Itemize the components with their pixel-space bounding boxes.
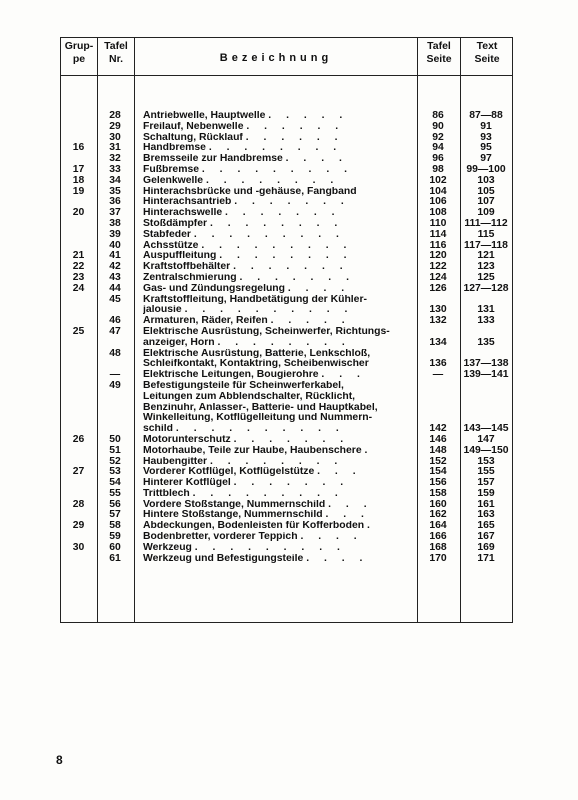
- table-row: [0, 381, 578, 392]
- tafel-seite-cell: 114: [429, 228, 447, 240]
- tafel-seite-cell: 90: [432, 120, 444, 132]
- tafel-seite-cell: 160: [429, 498, 447, 510]
- leader-dots: . . . . . . .: [239, 272, 355, 283]
- tafel-nr-cell: 32: [109, 153, 121, 165]
- description-text: Freilauf, Nebenwelle: [143, 121, 244, 132]
- text-seite-cell: 147: [477, 433, 495, 445]
- gruppe-cell: 17: [72, 163, 85, 175]
- leader-dots: . . .: [321, 370, 366, 381]
- description-cell: [143, 489, 415, 500]
- leader-dots: . . . . . . . . .: [194, 542, 346, 553]
- text-seite-cell: 111—112: [464, 217, 508, 229]
- description-cell: [143, 500, 415, 511]
- table-row: [0, 230, 578, 241]
- tafel-nr-cell: 30: [109, 131, 121, 143]
- leader-dots: . . .: [328, 499, 373, 510]
- tafel-nr-cell: 46: [109, 315, 121, 327]
- text-seite-cell: 121: [477, 250, 495, 262]
- description-cell: [143, 424, 415, 435]
- leader-dots: . . . . . . .: [234, 197, 350, 208]
- description-text: Hinterachswelle: [143, 208, 223, 219]
- description-cell: [143, 478, 415, 489]
- leader-dots: . . . . . . . . . .: [175, 424, 345, 435]
- tafel-nr-cell: 28: [109, 110, 121, 121]
- table-row: [0, 316, 578, 327]
- header-tafel-seite: Tafel Seite: [426, 40, 452, 65]
- tafel-nr-cell: 48: [109, 347, 121, 359]
- description-cell: [143, 154, 415, 165]
- description-cell: [143, 111, 415, 122]
- description-cell: [143, 262, 415, 273]
- text-seite-cell: 97: [480, 153, 492, 165]
- text-seite-cell: 91: [480, 120, 492, 132]
- leader-dots: . . . . . . . . .: [201, 240, 353, 251]
- tafel-nr-cell: 39: [109, 228, 121, 240]
- tafel-seite-cell: 108: [429, 207, 447, 219]
- gruppe-cell: 30: [72, 541, 85, 553]
- description-cell: [143, 143, 415, 154]
- description-text: Kraftstoffbehälter: [143, 262, 231, 273]
- text-seite-cell: 123: [477, 261, 495, 273]
- table-row: [0, 392, 578, 403]
- gruppe-cell: 21: [72, 250, 85, 262]
- header-gruppe: Grup- pe: [64, 40, 94, 65]
- leader-dots: . . . .: [306, 553, 369, 564]
- description-text: Auspuffleitung: [143, 251, 217, 262]
- gruppe-cell: 26: [72, 433, 85, 445]
- tafel-seite-cell: 130: [429, 304, 447, 316]
- text-seite-cell: 103: [477, 174, 495, 186]
- text-seite-cell: 107: [477, 196, 495, 208]
- text-seite-cell: 149—150: [463, 444, 509, 456]
- text-seite-cell: 137—138: [463, 358, 509, 370]
- description-cell: [143, 327, 415, 338]
- gruppe-cell: 23: [72, 271, 85, 283]
- text-seite-cell: 169: [477, 541, 495, 553]
- gruppe-cell: 16: [72, 142, 85, 154]
- gruppe-cell: 28: [72, 498, 85, 510]
- description-text: schild: [143, 424, 174, 435]
- tafel-nr-cell: 49: [109, 379, 121, 391]
- tafel-seite-cell: 122: [429, 261, 447, 273]
- leader-dots: . . . . . . . . . .: [184, 305, 354, 316]
- text-seite-cell: 163: [477, 509, 495, 521]
- text-seite-cell: 99—100: [466, 163, 506, 175]
- header-bezeichnung: Bezeichnung: [219, 52, 333, 64]
- text-seite-cell: 155: [477, 466, 495, 478]
- leader-dots: . . . . . . . . .: [192, 488, 344, 499]
- tafel-nr-cell: 42: [109, 261, 121, 273]
- tafel-seite-cell: 142: [429, 423, 447, 435]
- text-seite-cell: 131: [477, 304, 495, 316]
- table-row: [0, 446, 578, 457]
- tafel-seite-cell: 106: [429, 196, 447, 208]
- tafel-nr-cell: 52: [109, 455, 121, 467]
- tafel-seite-cell: 132: [429, 315, 447, 327]
- description-cell: [143, 532, 415, 543]
- leader-dots: . . . . . . . .: [209, 456, 344, 467]
- text-seite-cell: 171: [477, 552, 495, 564]
- leader-dots: . . . . . .: [246, 121, 345, 132]
- leader-dots: . . . . . . . . .: [193, 229, 345, 240]
- table-row: [0, 122, 578, 133]
- description-text: Hinterer Kotflügel: [143, 478, 231, 489]
- text-seite-cell: 135: [477, 336, 495, 348]
- tafel-nr-cell: 44: [109, 282, 121, 294]
- leader-dots: . . . .: [300, 532, 363, 543]
- tafel-nr-cell: 51: [109, 444, 121, 456]
- leader-dots: . . . . . . . .: [208, 143, 343, 154]
- description-text: anzeiger, Horn: [143, 337, 215, 348]
- gruppe-cell: 25: [72, 325, 85, 337]
- text-seite-cell: 87—88: [469, 110, 503, 121]
- tafel-seite-cell: 126: [429, 282, 447, 294]
- text-seite-cell: 157: [477, 477, 495, 489]
- description-cell: [143, 230, 415, 241]
- gruppe-cell: 19: [72, 185, 85, 197]
- description-text: Leitungen zum Abblendschalter, Rücklicht,: [143, 391, 356, 402]
- leader-dots: . . . .: [285, 154, 348, 165]
- tafel-nr-cell: 56: [109, 498, 121, 510]
- tafel-nr-cell: 61: [109, 552, 121, 564]
- leader-dots: . . . . . . .: [233, 262, 349, 273]
- gruppe-cell: 20: [72, 207, 85, 219]
- tafel-seite-cell: 170: [429, 552, 447, 564]
- description-text: Kraftstoffleitung, Handbetätigung der Kühler-: [143, 294, 367, 305]
- text-seite-cell: 105: [477, 185, 495, 197]
- text-seite-cell: 161: [477, 498, 495, 510]
- description-text: Schaltung, Rücklauf: [143, 132, 243, 143]
- description-cell: [143, 251, 415, 262]
- tafel-nr-cell: —: [109, 369, 121, 381]
- leader-dots: . . . . . .: [245, 132, 344, 143]
- table-row: [0, 403, 578, 414]
- description-cell: [143, 521, 415, 532]
- tafel-seite-cell: 164: [429, 520, 447, 532]
- tafel-nr-cell: 36: [109, 196, 121, 208]
- tafel-nr-cell: 45: [109, 293, 121, 305]
- tafel-seite-cell: 86: [432, 110, 444, 121]
- description-text: Abdeckungen, Bodenleisten für Kofferboden: [143, 521, 365, 532]
- description-cell: [143, 413, 415, 424]
- description-text: Trittblech: [143, 488, 190, 499]
- description-cell: [143, 359, 415, 370]
- description-text: Motorunterschutz: [143, 434, 231, 445]
- description-cell: [143, 273, 415, 284]
- tafel-nr-cell: 43: [109, 271, 121, 283]
- description-cell: [143, 187, 415, 198]
- leader-dots: . . . .: [287, 283, 351, 294]
- tafel-seite-cell: 152: [429, 455, 447, 467]
- header-tafel-nr: Tafel Nr.: [104, 40, 128, 65]
- description-text: Achsstütze: [143, 240, 199, 251]
- leader-dots: . . . . . . . .: [209, 218, 344, 229]
- description-text: Gas- und Zündungsregelung: [143, 283, 285, 294]
- tafel-nr-cell: 53: [109, 466, 121, 478]
- description-text: Schleifkontakt, Kontaktring, Scheibenwischer: [143, 359, 369, 370]
- description-cell: [143, 370, 415, 381]
- description-text: Haubengitter: [143, 456, 208, 467]
- gruppe-cell: 22: [72, 261, 85, 273]
- text-seite-cell: 159: [477, 487, 495, 499]
- description-text: Elektrische Leitungen, Bougierohre: [143, 370, 319, 381]
- tafel-seite-cell: 156: [429, 477, 447, 489]
- table-body: [0, 111, 578, 564]
- description-cell: [143, 133, 415, 144]
- description-cell: [143, 543, 415, 554]
- tafel-seite-cell: 158: [429, 487, 447, 499]
- description-cell: [143, 403, 415, 414]
- tafel-nr-cell: 59: [109, 531, 121, 543]
- tafel-nr-cell: 54: [109, 477, 121, 489]
- description-cell: [143, 208, 415, 219]
- gruppe-cell: 27: [72, 466, 85, 478]
- tafel-nr-cell: 33: [109, 163, 121, 175]
- tafel-nr-cell: 29: [109, 120, 121, 132]
- description-cell: [143, 165, 415, 176]
- description-cell: [143, 457, 415, 468]
- text-seite-cell: 93: [480, 131, 492, 143]
- description-cell: [143, 446, 415, 457]
- description-text: Hinterachsantrieb: [143, 197, 232, 208]
- description-text: Bodenbretter, vorderer Teppich: [143, 532, 298, 543]
- text-seite-cell: 143—145: [463, 423, 509, 435]
- description-cell: [143, 316, 415, 327]
- description-text: Vorderer Kotflügel, Kotflügelstütze: [143, 467, 315, 478]
- description-cell: [143, 295, 415, 306]
- description-text: Werkzeug und Befestigungsteile: [143, 553, 304, 564]
- tafel-nr-cell: 35: [109, 185, 121, 197]
- tafel-seite-cell: 104: [429, 185, 447, 197]
- tafel-seite-cell: 96: [432, 153, 444, 165]
- description-text: Werkzeug: [143, 542, 192, 553]
- description-cell: [143, 349, 415, 360]
- gruppe-cell: 29: [72, 520, 85, 532]
- tafel-seite-cell: 148: [429, 444, 447, 456]
- text-seite-cell: 109: [477, 207, 495, 219]
- description-text: Gelenkwelle: [143, 175, 204, 186]
- text-seite-cell: 95: [480, 142, 492, 154]
- description-text: Zentralschmierung: [143, 272, 237, 283]
- description-text: Bremsseile zur Handbremse: [143, 154, 283, 165]
- tafel-seite-cell: 98: [432, 163, 444, 175]
- leader-dots: . . . . . . . .: [219, 251, 353, 262]
- description-text: Armaturen, Räder, Reifen: [143, 316, 268, 327]
- text-seite-cell: 127—128: [463, 282, 509, 294]
- header-text-seite: Text Seite: [474, 40, 500, 65]
- leader-dots: . . .: [317, 467, 362, 478]
- leader-dots: . . .: [325, 510, 370, 521]
- tafel-seite-cell: 116: [429, 239, 447, 251]
- text-seite-cell: 117—118: [464, 239, 508, 251]
- tafel-seite-cell: 92: [432, 131, 444, 143]
- description-cell: [143, 554, 415, 565]
- tafel-seite-cell: 146: [429, 433, 447, 445]
- tafel-seite-cell: —: [432, 369, 444, 381]
- tafel-seite-cell: 124: [429, 271, 447, 283]
- leader-dots: . . . . . . . .: [205, 175, 340, 186]
- table-row: [0, 370, 578, 381]
- description-cell: [143, 219, 415, 230]
- description-text: Fußbremse: [143, 164, 200, 175]
- text-seite-cell: 133: [477, 315, 495, 327]
- description-text: Befestigungsteile für Scheinwerferkabel,: [143, 380, 344, 391]
- table-row: [0, 338, 578, 349]
- tafel-nr-cell: 34: [109, 174, 121, 186]
- leader-dots: . . . . . . .: [225, 208, 341, 219]
- tafel-seite-cell: 120: [429, 250, 447, 262]
- page-number: 8: [56, 753, 63, 767]
- tafel-seite-cell: 94: [432, 142, 444, 154]
- leader-dots: . . . . . . . .: [217, 337, 351, 348]
- description-text: jalousie: [143, 305, 182, 316]
- table-row: [0, 554, 578, 565]
- text-seite-cell: 165: [477, 520, 495, 532]
- description-text: Stoßdämpfer: [143, 218, 208, 229]
- tafel-seite-cell: 136: [429, 358, 447, 370]
- text-seite-cell: 153: [477, 455, 495, 467]
- text-seite-cell: 125: [477, 271, 495, 283]
- tafel-nr-cell: 50: [109, 433, 121, 445]
- description-text: Benzinuhr, Anlasser-, Batterie- und Hauptkabel,: [143, 402, 378, 413]
- leader-dots: .: [367, 521, 376, 532]
- description-cell: [143, 305, 415, 316]
- tafel-nr-cell: 40: [109, 239, 121, 251]
- description-cell: [143, 392, 415, 403]
- gruppe-cell: 24: [72, 282, 85, 294]
- tafel-seite-cell: 154: [429, 466, 447, 478]
- tafel-seite-cell: 162: [429, 509, 447, 521]
- description-cell: [143, 381, 415, 392]
- tafel-nr-cell: 38: [109, 217, 121, 229]
- description-text: Hinterachsbrücke und -gehäuse, Fangband: [143, 186, 357, 197]
- tafel-nr-cell: 47: [109, 325, 121, 337]
- tafel-seite-cell: 110: [429, 217, 447, 229]
- description-cell: [143, 510, 415, 521]
- text-seite-cell: 139—141: [463, 369, 509, 381]
- description-text: Handbremse: [143, 143, 206, 154]
- gruppe-cell: 18: [72, 174, 85, 186]
- tafel-nr-cell: 41: [109, 250, 121, 262]
- leader-dots: . . . . .: [268, 111, 349, 121]
- leader-dots: . . . . . . .: [233, 434, 350, 445]
- tafel-nr-cell: 37: [109, 207, 121, 219]
- description-text: Elektrische Ausrüstung, Batterie, Lenkschloß,: [143, 348, 371, 359]
- description-text: Antriebwelle, Hauptwelle: [143, 111, 266, 121]
- tafel-nr-cell: 55: [109, 487, 121, 499]
- description-text: Hintere Stoßstange, Nummernschild: [143, 510, 323, 521]
- table-row: [0, 176, 578, 187]
- tafel-nr-cell: 60: [109, 541, 121, 553]
- description-cell: [143, 467, 415, 478]
- description-cell: [143, 284, 415, 295]
- leader-dots: .: [364, 445, 374, 456]
- description-cell: [143, 197, 415, 208]
- tafel-seite-cell: 168: [429, 541, 447, 553]
- tafel-nr-cell: 31: [109, 142, 121, 154]
- description-cell: [143, 176, 415, 187]
- description-text: Stabfeder: [143, 229, 191, 240]
- description-cell: [143, 122, 415, 133]
- text-seite-cell: 167: [477, 531, 495, 543]
- tafel-seite-cell: 134: [429, 336, 447, 348]
- leader-dots: . . . . . . .: [233, 478, 350, 489]
- description-text: Motorhaube, Teile zur Haube, Haubenschere: [143, 445, 362, 456]
- tafel-nr-cell: 57: [109, 509, 121, 521]
- description-cell: [143, 338, 415, 349]
- leader-dots: . . . . .: [270, 316, 351, 327]
- description-cell: [143, 435, 415, 446]
- tafel-seite-cell: 166: [429, 531, 447, 543]
- description-cell: [143, 241, 415, 252]
- leader-dots: . . . . . . . . .: [201, 164, 353, 175]
- description-text: Winkelleitung, Kotflügelleitung und Nummern-: [143, 413, 373, 424]
- text-seite-cell: 115: [477, 228, 495, 240]
- description-text: Elektrische Ausrüstung, Scheinwerfer, Richtungs-: [143, 326, 390, 337]
- table-row: [0, 284, 578, 295]
- description-text: Vordere Stoßstange, Nummernschild: [143, 499, 326, 510]
- tafel-nr-cell: 58: [109, 520, 121, 532]
- tafel-seite-cell: 102: [429, 174, 447, 186]
- header-divider: [61, 75, 512, 76]
